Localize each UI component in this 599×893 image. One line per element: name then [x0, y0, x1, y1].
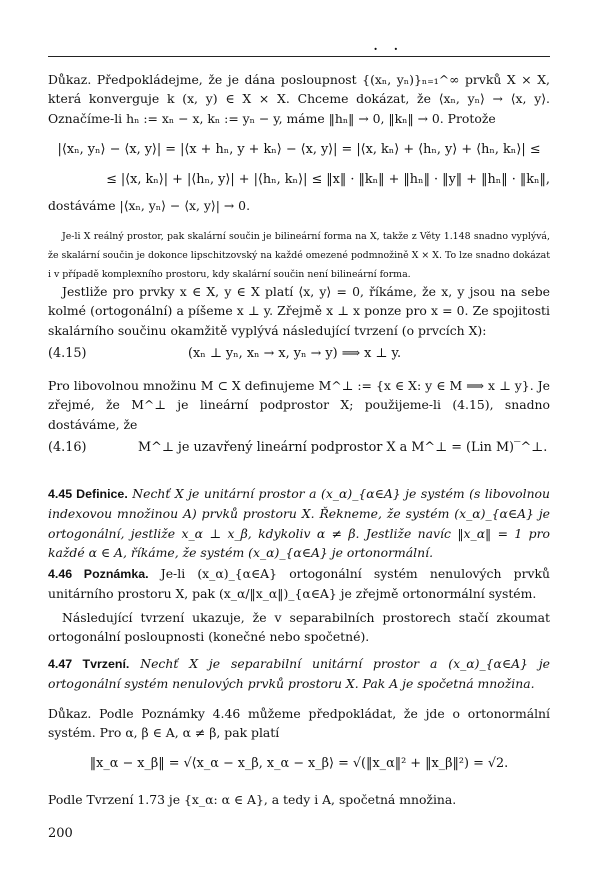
book-page — [48, 0, 550, 893]
equation-line-2: ≤ |⟨x, kₙ⟩| + |⟨hₙ, y⟩| + |⟨hₙ, kₙ⟩| ≤ ‖x‖ · ‖kₙ‖ + ‖hₙ‖ · ‖y‖ + ‖hₙ‖ · ‖kₙ‖, — [106, 172, 550, 187]
equation-label: (4.16) — [48, 440, 87, 455]
running-header — [48, 38, 550, 57]
definition-lead: 4.45 Definice. — [48, 487, 128, 501]
remark-4-46 — [48, 564, 550, 604]
orthogonal-complement-paragraph: Pro libovolnou množinu M ⊂ X definujeme M^⊥ := {x ∈ X: y ∈ M ⟹ x ⊥ y}. Je zřejmé, že M^⊥ je lineární podprostor X; použijeme-li (4.15), snadno dostáváme, že — [48, 378, 550, 432]
equation-body: (xₙ ⊥ yₙ, xₙ → x, yₙ → y) ⟹ x ⊥ y. — [188, 346, 402, 361]
equation-body: M^⊥ je uzavřený lineární podprostor X a M^⊥ = (Lin M)‾^⊥. — [138, 440, 548, 455]
remark-text: Je-li (x_α)_{α∈A} ortogonální systém nenulových prvků unitárního prostoru X, pak (x_α/‖x_α‖)_{α∈A} je zřejmě ortonormální systém. — [48, 566, 550, 602]
equation-label: (4.15) — [48, 346, 87, 361]
remark-small-print: Je-li X reálný prostor, pak skalární součin je bilineární forma na X, takže z Věty 1.148 snadno vyplývá, že skalární součin je dokonce lipschitzovský na každé omezené podmnožině X × X. To lze snadno dokázat i v případě komplexního prostoru, kdy skalární součin není bilineární forma. — [48, 231, 550, 280]
remark-lead: 4.46 Poznámka. — [48, 567, 149, 581]
separable-paragraph: Následující tvrzení ukazuje, že v separabilních prostorech stačí zkoumat ortogonální posloupnosti (konečné nebo spočetné). — [48, 610, 550, 645]
orthogonality-paragraph: Jestliže pro prvky x ∈ X, y ∈ X platí ⟨x, y⟩ = 0, říkáme, že x, y jsou na sebe kolmé (ortogonální) a píšeme x ⊥ y. Zřejmě x ⊥ x ponze pro x = 0. Ze spojitosti skalárního součinu okamžitě vyplývá následující tvrzení (o prvcích X): — [48, 284, 550, 338]
proof-final-line: Podle Tvrzení 1.73 je {x_α: α ∈ A}, a tedy i A, spočetná množina. — [48, 792, 457, 807]
definition-text: Nechť X je unitární prostor a (x_α)_{α∈A} je systém (s libovolnou indexovou množinou A) prvků prostoru X. Řekneme, že systém (x_α)_{α∈A} je ortogonální, jestliže x_α ⊥ x_β, kdykoliv α ≠ β. Jestliže navíc ‖x_α‖ = 1 pro každé α ∈ A, říkáme, že systém (x_α)_{α∈A} je ortonormální. — [48, 486, 550, 560]
proof-paragraph-2: Důkaz. Podle Poznámky 4.46 můžeme předpokládat, že jde o ortonormální systém. Pro α, β ∈ A, α ≠ β, pak platí — [48, 706, 550, 741]
proof-conclusion: dostáváme |⟨xₙ, yₙ⟩ − ⟨x, y⟩| → 0. — [48, 198, 251, 213]
proposition-text: Nechť X je separabilní unitární prostor a (x_α)_{α∈A} je ortogonální systém nenulových prvků prostoru X. Pak A je spočetná množina. — [48, 656, 550, 692]
proof-paragraph-1: Důkaz. Předpokládejme, že je dána posloupnost {(xₙ, yₙ)}ₙ₌₁^∞ prvků X × X, která konverguje k (x, y) ∈ X × X. Chceme dokázat, že ⟨xₙ, yₙ⟩ → ⟨x, y⟩. Označíme-li hₙ := xₙ − x, kₙ := yₙ − y, máme ‖hₙ‖ → 0, ‖kₙ‖ → 0. Protože — [48, 72, 550, 126]
page-number: 200 — [48, 826, 73, 841]
proposition-4-47 — [48, 654, 550, 694]
equation-line-1: |⟨xₙ, yₙ⟩ − ⟨x, y⟩| = |⟨x + hₙ, y + kₙ⟩ − ⟨x, y⟩| = |⟨x, kₙ⟩ + ⟨hₙ, y⟩ + ⟨hₙ, kₙ⟩| ≤ — [57, 142, 541, 157]
definition-4-45 — [48, 484, 550, 562]
equation-distance: ‖x_α − x_β‖ = √⟨x_α − x_β, x_α − x_β⟩ = √(‖x_α‖² + ‖x_β‖²) = √2. — [89, 756, 509, 771]
header-marks: · · — [373, 42, 404, 56]
proposition-lead: 4.47 Tvrzení. — [48, 657, 130, 671]
